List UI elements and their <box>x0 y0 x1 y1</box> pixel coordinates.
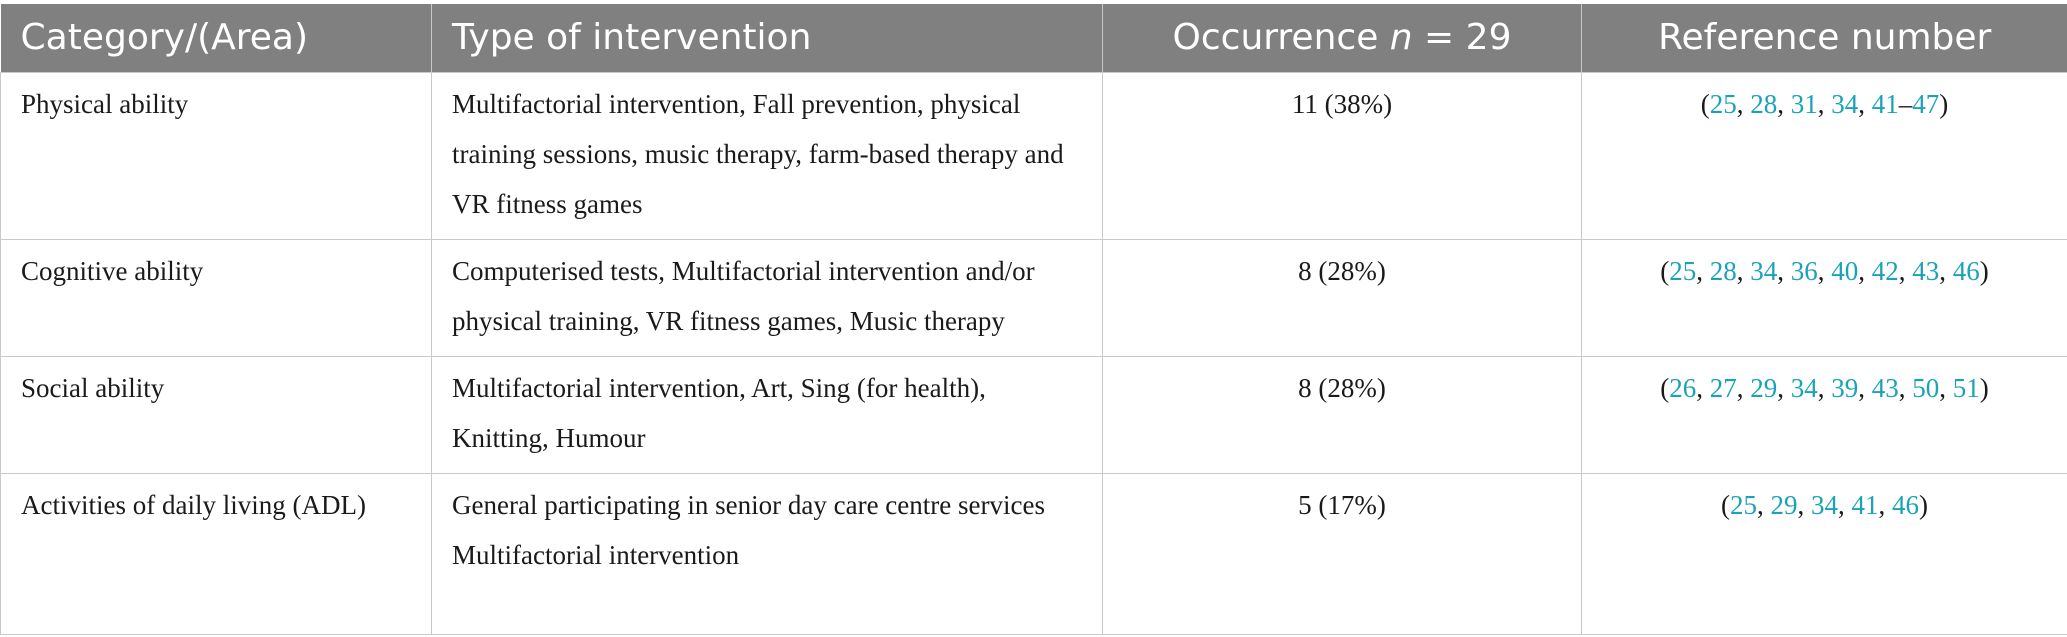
cell-references <box>1582 72 2067 239</box>
intervention-type-text: General participating in senior day care centre services <box>452 489 1045 520</box>
reference-link[interactable]: 26 <box>1669 372 1697 403</box>
cell-occurrence: 11 (38%) <box>1103 72 1582 239</box>
reference-separator: , <box>1939 372 1953 403</box>
cell-intervention-type <box>432 72 1103 239</box>
intervention-type-text: Computerised tests, Multifactorial intervention and/or physical training, VR fitness games, Music therapy <box>452 255 1035 336</box>
reference-separator: , <box>1777 255 1791 286</box>
header-occurrence-prefix: Occurrence <box>1172 16 1390 58</box>
reference-link[interactable]: 27 <box>1709 372 1737 403</box>
cell-occurrence: 8 (28%) <box>1103 239 1582 356</box>
reference-link[interactable]: 29 <box>1770 489 1798 520</box>
header-category: Category/(Area) <box>1 4 432 72</box>
reference-separator: , <box>1838 489 1852 520</box>
cell-occurrence: 8 (28%) <box>1103 356 1582 473</box>
reference-separator: , <box>1736 372 1751 403</box>
reference-separator: , <box>1696 372 1710 403</box>
reference-link[interactable]: 39 <box>1831 372 1859 403</box>
header-occurrence-var: n <box>1389 16 1413 58</box>
cell-intervention-type <box>432 356 1103 473</box>
reference-separator: , <box>1817 372 1832 403</box>
reference-separator: , <box>1757 489 1771 520</box>
cell-category: Physical ability <box>1 72 432 239</box>
ref-close-paren: ) <box>1939 88 1949 119</box>
reference-link[interactable]: 42 <box>1871 255 1899 286</box>
reference-separator: , <box>1817 88 1832 119</box>
reference-link[interactable]: 40 <box>1831 255 1859 286</box>
ref-close-paren: ) <box>1979 372 1989 403</box>
intervention-type-text: Multifactorial intervention <box>452 539 740 570</box>
cell-category: Activities of daily living (ADL) <box>1 473 432 634</box>
reference-link[interactable]: 25 <box>1669 255 1697 286</box>
reference-link[interactable]: 41 <box>1871 88 1899 119</box>
reference-separator: , <box>1797 489 1811 520</box>
header-type: Type of intervention <box>432 4 1103 72</box>
table-row <box>1 473 2067 634</box>
reference-link[interactable]: 46 <box>1892 489 1919 520</box>
reference-separator: – <box>1898 88 1913 119</box>
table-row <box>1 356 2067 473</box>
reference-separator: , <box>1939 255 1953 286</box>
reference-separator: , <box>1777 88 1791 119</box>
reference-link[interactable]: 34 <box>1790 372 1818 403</box>
intervention-type-text: Multifactorial intervention, Fall prevention, physical training sessions, music therapy, farm-based therapy and VR fitness games <box>452 88 1064 219</box>
reference-link[interactable]: 50 <box>1912 372 1940 403</box>
reference-link[interactable]: 47 <box>1912 88 1940 119</box>
reference-link[interactable]: 34 <box>1750 255 1778 286</box>
reference-link[interactable]: 29 <box>1750 372 1778 403</box>
cell-category: Cognitive ability <box>1 239 432 356</box>
reference-link[interactable]: 51 <box>1952 372 1980 403</box>
ref-open-paren: ( <box>1660 372 1670 403</box>
reference-separator: , <box>1736 88 1751 119</box>
results-table-container <box>0 4 2067 635</box>
ref-open-paren: ( <box>1660 255 1670 286</box>
reference-separator: , <box>1858 372 1872 403</box>
header-occurrence <box>1103 4 1582 72</box>
reference-link[interactable]: 41 <box>1851 489 1879 520</box>
intervention-table <box>0 4 2067 635</box>
ref-close-paren: ) <box>1979 255 1989 286</box>
ref-close-paren: ) <box>1919 489 1928 520</box>
header-occurrence-suffix: = 29 <box>1412 16 1512 58</box>
ref-open-paren: ( <box>1700 88 1710 119</box>
intervention-type-text: Multifactorial intervention, Art, Sing (for health), Knitting, Humour <box>452 372 986 453</box>
reference-link[interactable]: 28 <box>1709 255 1737 286</box>
cell-category: Social ability <box>1 356 432 473</box>
reference-link[interactable]: 43 <box>1871 372 1899 403</box>
reference-separator: , <box>1777 372 1791 403</box>
reference-link[interactable]: 46 <box>1952 255 1980 286</box>
table-row <box>1 72 2067 239</box>
reference-link[interactable]: 43 <box>1912 255 1940 286</box>
reference-separator: , <box>1858 88 1872 119</box>
reference-separator: , <box>1858 255 1872 286</box>
table-header-row <box>1 4 2067 72</box>
reference-separator: , <box>1736 255 1751 286</box>
table-row <box>1 239 2067 356</box>
header-reference: Reference number <box>1582 4 2067 72</box>
reference-link[interactable]: 31 <box>1790 88 1818 119</box>
cell-references <box>1582 356 2067 473</box>
reference-link[interactable]: 34 <box>1811 489 1838 520</box>
cell-references <box>1582 239 2067 356</box>
reference-link[interactable]: 25 <box>1730 489 1757 520</box>
cell-occurrence: 5 (17%) <box>1103 473 1582 634</box>
cell-intervention-type <box>432 473 1103 634</box>
reference-link[interactable]: 28 <box>1750 88 1778 119</box>
cell-references <box>1582 473 2067 634</box>
reference-separator: , <box>1898 255 1913 286</box>
reference-separator: , <box>1898 372 1913 403</box>
cell-intervention-type <box>432 239 1103 356</box>
reference-separator: , <box>1817 255 1832 286</box>
reference-separator: , <box>1696 255 1710 286</box>
reference-separator: , <box>1878 489 1892 520</box>
ref-open-paren: ( <box>1721 489 1730 520</box>
reference-link[interactable]: 25 <box>1709 88 1737 119</box>
reference-link[interactable]: 36 <box>1790 255 1818 286</box>
reference-link[interactable]: 34 <box>1831 88 1859 119</box>
